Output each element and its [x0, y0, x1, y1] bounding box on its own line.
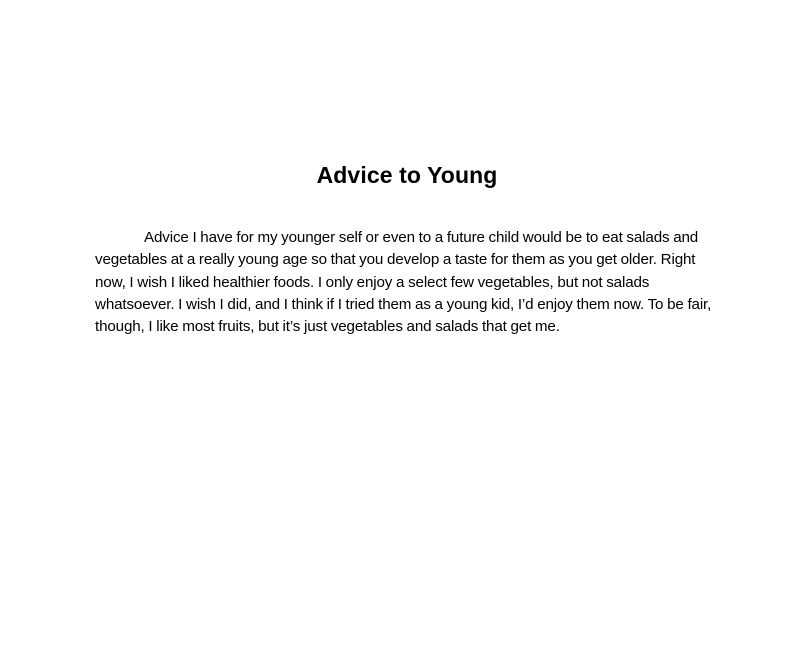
document-paragraph: Advice I have for my younger self or even to a future child would be to eat salads and vegetables at a really young age so that you develop a taste for them as you get older. Right now, I wish I liked healthier foods. I only enjoy a select few vegetables, but not salads whatsoever. I wish I did, and I think if I tried them as a young kid, I’d enjoy them now. To be fair, though, I like most fruits, but it’s just vegetables and salads that get me.	[95, 229, 712, 336]
document-title: Advice to Young	[316, 162, 498, 188]
